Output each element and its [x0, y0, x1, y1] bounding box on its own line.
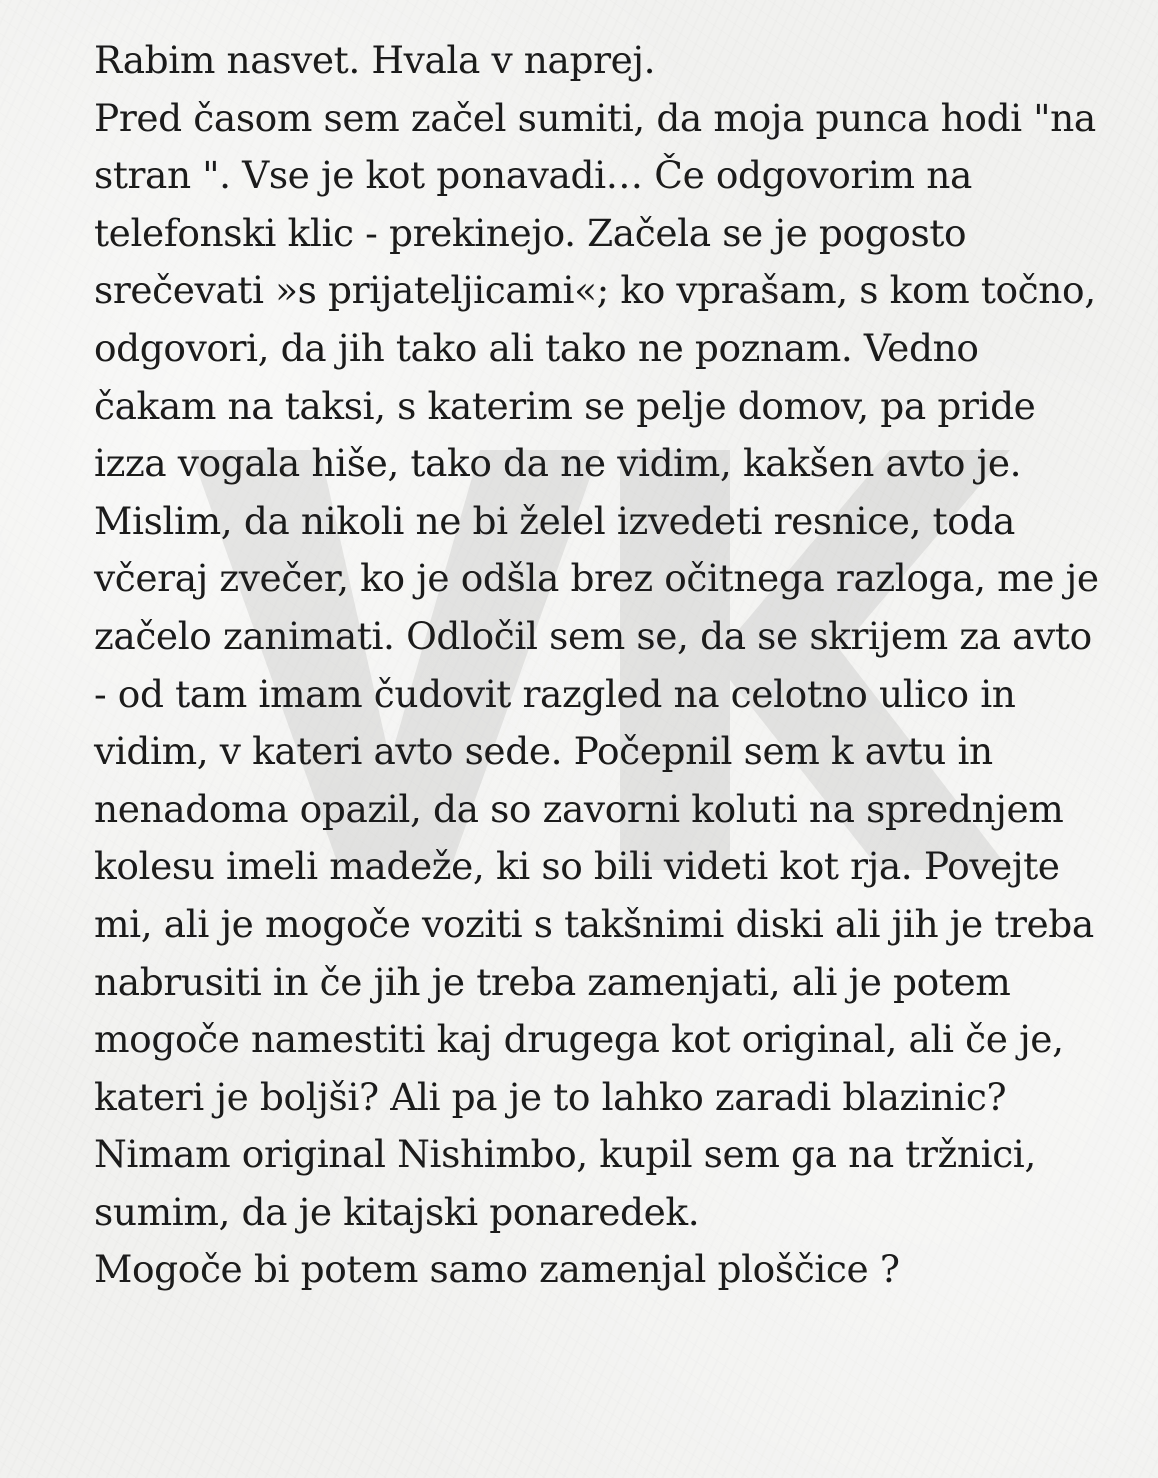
post-text: Rabim nasvet. Hvala v naprej. Pred časom sem začel sumiti, da moja punca hodi "na stran ". Vse je kot ponavadi… Če odgovorim na telefonski klic - prekinejo. Začela se je pogosto srečevati »s prijateljicami«; ko vprašam, s kom točno, odgovori, da jih tako ali tako ne poznam. Vedno čakam na taksi, s katerim se pelje domov, pa pride izza vogala hiše, tako da ne vidim, kakšen avto je. Mislim, da nikoli ne bi želel izvedeti resnice, toda včeraj zvečer, ko je odšla brez očitnega razloga, me je začelo zanimati. Odločil sem se, da se skrijem za avto - od tam imam čudovit razgled na celotno ulico in vidim, v kateri avto sede. Počepnil sem k avtu in nenadoma opazil, da so zavorni koluti na sprednjem kolesu imeli madeže, ki so bili videti kot rja. Povejte mi, ali je mogoče voziti s takšnimi diski ali jih je treba nabrusiti in če jih je treba zamenjati, ali je potem mogoče namestiti kaj drugega kot original, ali če je, kateri je boljši? Ali pa je to lahko zaradi blazinic? Nimam original Nishimbo, kupil sem ga na tržnici, sumim, da je kitajski ponaredek. Mogoče bi potem samo zamenjal ploščice ? [94, 38, 1099, 1292]
